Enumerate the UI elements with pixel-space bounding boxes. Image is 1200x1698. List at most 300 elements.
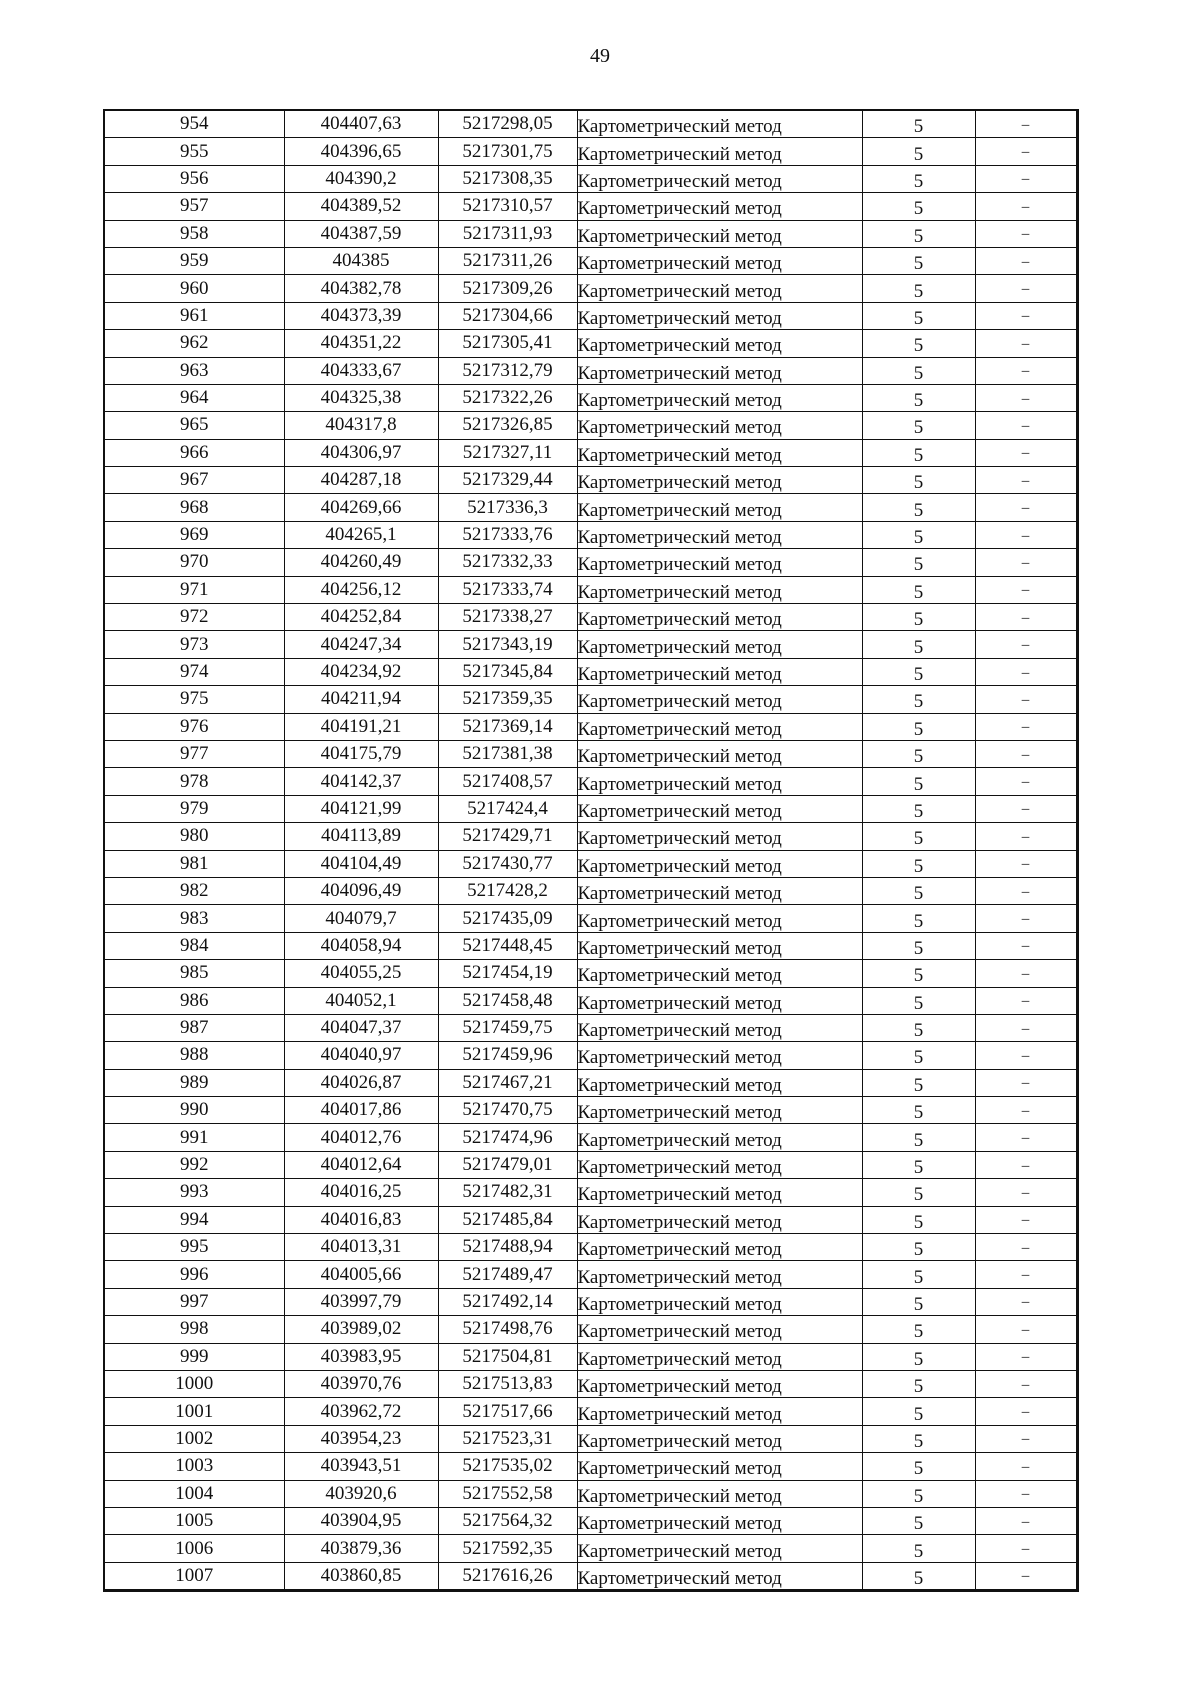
accuracy-cell-text: 5	[913, 1074, 924, 1096]
y-coordinate-cell: 5217504,81	[438, 1343, 577, 1370]
point-number-cell: 984	[104, 932, 284, 959]
accuracy-cell-text: 5	[913, 910, 924, 932]
point-number-cell: 996	[104, 1261, 284, 1288]
point-number-cell: 988	[104, 1042, 284, 1069]
x-coordinate-cell: 404012,76	[284, 1124, 438, 1151]
table-row	[104, 795, 1077, 822]
accuracy-cell	[862, 1562, 975, 1590]
accuracy-cell	[862, 1042, 975, 1069]
note-cell	[975, 850, 1077, 877]
note-cell	[975, 412, 1077, 439]
note-cell	[975, 1124, 1077, 1151]
x-coordinate-cell: 404052,1	[284, 987, 438, 1014]
method-cell	[577, 549, 862, 576]
table-row	[104, 740, 1077, 767]
method-cell-text: Картометрический метод	[577, 609, 782, 631]
method-cell-text: Картометрический метод	[577, 307, 782, 329]
note-cell-text: –	[1021, 472, 1030, 489]
note-cell	[975, 740, 1077, 767]
x-coordinate-cell: 404396,65	[284, 138, 438, 165]
accuracy-cell	[862, 412, 975, 439]
method-cell	[577, 165, 862, 192]
accuracy-cell	[862, 193, 975, 220]
note-cell	[975, 658, 1077, 685]
method-cell	[577, 1288, 862, 1315]
accuracy-cell	[862, 220, 975, 247]
method-cell-text: Картометрический метод	[577, 170, 782, 192]
note-cell-text: –	[1021, 746, 1030, 763]
method-cell-text: Картометрический метод	[577, 965, 782, 987]
accuracy-cell	[862, 658, 975, 685]
table-row	[104, 1370, 1077, 1397]
page-number: 49	[590, 45, 610, 67]
note-cell	[975, 713, 1077, 740]
method-cell	[577, 987, 862, 1014]
method-cell-text: Картометрический метод	[577, 1266, 782, 1288]
note-cell	[975, 384, 1077, 411]
accuracy-cell-text: 5	[913, 1540, 924, 1562]
x-coordinate-cell: 404013,31	[284, 1234, 438, 1261]
x-coordinate-cell: 403962,72	[284, 1398, 438, 1425]
x-coordinate-cell: 404079,7	[284, 905, 438, 932]
note-cell-text: –	[1021, 363, 1030, 380]
x-coordinate-cell: 404247,34	[284, 631, 438, 658]
method-cell	[577, 1453, 862, 1480]
y-coordinate-cell: 5217304,66	[438, 302, 577, 329]
accuracy-cell-text: 5	[913, 1047, 924, 1069]
note-cell	[975, 1480, 1077, 1507]
method-cell-text: Картометрический метод	[577, 1403, 782, 1425]
note-cell	[975, 576, 1077, 603]
method-cell	[577, 850, 862, 877]
point-number-cell: 972	[104, 604, 284, 631]
x-coordinate-cell: 403954,23	[284, 1425, 438, 1452]
accuracy-cell	[862, 987, 975, 1014]
note-cell	[975, 604, 1077, 631]
method-cell	[577, 658, 862, 685]
accuracy-cell-text: 5	[913, 800, 924, 822]
note-cell	[975, 1507, 1077, 1534]
method-cell-text: Картометрический метод	[577, 1047, 782, 1069]
accuracy-cell	[862, 932, 975, 959]
method-cell-text: Картометрический метод	[577, 1348, 782, 1370]
note-cell	[975, 1042, 1077, 1069]
method-cell-text: Картометрический метод	[577, 362, 782, 384]
x-coordinate-cell: 404104,49	[284, 850, 438, 877]
note-cell	[975, 1535, 1077, 1562]
accuracy-cell	[862, 1179, 975, 1206]
note-cell	[975, 795, 1077, 822]
x-coordinate-cell: 404389,52	[284, 193, 438, 220]
note-cell	[975, 1151, 1077, 1178]
accuracy-cell	[862, 686, 975, 713]
y-coordinate-cell: 5217488,94	[438, 1234, 577, 1261]
x-coordinate-cell: 404016,83	[284, 1206, 438, 1233]
method-cell-text: Картометрический метод	[577, 143, 782, 165]
note-cell	[975, 631, 1077, 658]
accuracy-cell-text: 5	[913, 1513, 924, 1535]
method-cell	[577, 1562, 862, 1590]
note-cell-text: –	[1021, 1486, 1030, 1503]
x-coordinate-cell: 403860,85	[284, 1562, 438, 1590]
accuracy-cell	[862, 1398, 975, 1425]
table-row	[104, 1480, 1077, 1507]
method-cell	[577, 193, 862, 220]
point-number-cell: 954	[104, 110, 284, 138]
note-cell	[975, 1343, 1077, 1370]
accuracy-cell-text: 5	[913, 581, 924, 603]
accuracy-cell	[862, 494, 975, 521]
method-cell	[577, 1480, 862, 1507]
method-cell-text: Картометрический метод	[577, 390, 782, 412]
method-cell	[577, 494, 862, 521]
method-cell	[577, 604, 862, 631]
note-cell-text: –	[1021, 1020, 1030, 1037]
method-cell-text: Картометрический метод	[577, 1485, 782, 1507]
x-coordinate-cell: 404026,87	[284, 1069, 438, 1096]
accuracy-cell	[862, 631, 975, 658]
method-cell-text: Картометрический метод	[577, 1513, 782, 1535]
note-cell-text: –	[1021, 390, 1030, 407]
method-cell-text: Картометрический метод	[577, 636, 782, 658]
y-coordinate-cell: 5217333,74	[438, 576, 577, 603]
note-cell-text: –	[1021, 445, 1030, 462]
note-cell	[975, 110, 1077, 138]
accuracy-cell	[862, 1535, 975, 1562]
accuracy-cell-text: 5	[913, 116, 924, 138]
note-cell-text: –	[1021, 1294, 1030, 1311]
note-cell-text: –	[1021, 335, 1030, 352]
accuracy-cell-text: 5	[913, 1376, 924, 1398]
method-cell	[577, 576, 862, 603]
y-coordinate-cell: 5217338,27	[438, 604, 577, 631]
y-coordinate-cell: 5217485,84	[438, 1206, 577, 1233]
table-row	[104, 1042, 1077, 1069]
accuracy-cell-text: 5	[913, 143, 924, 165]
table-row	[104, 275, 1077, 302]
table-row	[104, 165, 1077, 192]
accuracy-cell	[862, 768, 975, 795]
y-coordinate-cell: 5217408,57	[438, 768, 577, 795]
method-cell	[577, 521, 862, 548]
accuracy-cell	[862, 1097, 975, 1124]
accuracy-cell-text: 5	[913, 883, 924, 905]
note-cell	[975, 1206, 1077, 1233]
method-cell-text: Картометрический метод	[577, 472, 782, 494]
y-coordinate-cell: 5217498,76	[438, 1316, 577, 1343]
x-coordinate-cell: 404269,66	[284, 494, 438, 521]
x-coordinate-cell: 404306,97	[284, 439, 438, 466]
y-coordinate-cell: 5217424,4	[438, 795, 577, 822]
method-cell-text: Картометрический метод	[577, 1074, 782, 1096]
accuracy-cell	[862, 604, 975, 631]
accuracy-cell	[862, 1370, 975, 1397]
table-row	[104, 1151, 1077, 1178]
note-cell-text: –	[1021, 938, 1030, 955]
note-cell-text: –	[1021, 1184, 1030, 1201]
note-cell	[975, 247, 1077, 274]
method-cell-text: Картометрический метод	[577, 1567, 782, 1589]
table-row	[104, 1234, 1077, 1261]
x-coordinate-cell: 404265,1	[284, 521, 438, 548]
x-coordinate-cell: 404317,8	[284, 412, 438, 439]
accuracy-cell-text: 5	[913, 1403, 924, 1425]
note-cell	[975, 877, 1077, 904]
accuracy-cell	[862, 795, 975, 822]
note-cell-text: –	[1021, 527, 1030, 544]
note-cell-text: –	[1021, 308, 1030, 325]
method-cell	[577, 1124, 862, 1151]
method-cell-text: Картометрический метод	[577, 664, 782, 685]
point-number-cell: 1006	[104, 1535, 284, 1562]
y-coordinate-cell: 5217311,26	[438, 247, 577, 274]
note-cell-text: –	[1021, 609, 1030, 626]
note-cell	[975, 330, 1077, 357]
x-coordinate-cell: 404005,66	[284, 1261, 438, 1288]
y-coordinate-cell: 5217482,31	[438, 1179, 577, 1206]
accuracy-cell-text: 5	[913, 1020, 924, 1042]
table-row	[104, 1288, 1077, 1315]
y-coordinate-cell: 5217489,47	[438, 1261, 577, 1288]
table-row	[104, 932, 1077, 959]
note-cell-text: –	[1021, 554, 1030, 571]
x-coordinate-cell: 404055,25	[284, 960, 438, 987]
note-cell-text: –	[1021, 1157, 1030, 1174]
note-cell-text: –	[1021, 116, 1030, 133]
point-number-cell: 955	[104, 138, 284, 165]
method-cell-text: Картометрический метод	[577, 335, 782, 357]
point-number-cell: 981	[104, 850, 284, 877]
accuracy-cell	[862, 1288, 975, 1315]
method-cell-text: Картометрический метод	[577, 883, 782, 905]
accuracy-cell	[862, 467, 975, 494]
y-coordinate-cell: 5217435,09	[438, 905, 577, 932]
accuracy-cell	[862, 247, 975, 274]
note-cell	[975, 521, 1077, 548]
table-row	[104, 138, 1077, 165]
accuracy-cell-text: 5	[913, 828, 924, 850]
point-number-cell: 1001	[104, 1398, 284, 1425]
accuracy-cell	[862, 1206, 975, 1233]
method-cell	[577, 823, 862, 850]
table-row	[104, 330, 1077, 357]
accuracy-cell	[862, 905, 975, 932]
accuracy-cell-text: 5	[913, 718, 924, 740]
note-cell-text: –	[1021, 1102, 1030, 1119]
method-cell-text: Картометрический метод	[577, 225, 782, 247]
note-cell-text: –	[1021, 582, 1030, 599]
note-cell-text: –	[1021, 144, 1030, 161]
note-cell	[975, 165, 1077, 192]
note-cell-text: –	[1021, 1513, 1030, 1530]
table-row	[104, 1014, 1077, 1041]
x-coordinate-cell: 404113,89	[284, 823, 438, 850]
y-coordinate-cell: 5217535,02	[438, 1453, 577, 1480]
x-coordinate-cell: 403997,79	[284, 1288, 438, 1315]
x-coordinate-cell: 404040,97	[284, 1042, 438, 1069]
table-row	[104, 713, 1077, 740]
point-number-cell: 985	[104, 960, 284, 987]
method-cell-text: Картометрический метод	[577, 280, 782, 302]
coordinates-table-body	[104, 110, 1077, 1591]
note-cell	[975, 1425, 1077, 1452]
note-cell	[975, 1261, 1077, 1288]
note-cell	[975, 275, 1077, 302]
method-cell	[577, 247, 862, 274]
point-number-cell: 978	[104, 768, 284, 795]
y-coordinate-cell: 5217326,85	[438, 412, 577, 439]
table-row	[104, 384, 1077, 411]
method-cell-text: Картометрический метод	[577, 527, 782, 549]
note-cell	[975, 1288, 1077, 1315]
accuracy-cell	[862, 1261, 975, 1288]
method-cell	[577, 384, 862, 411]
method-cell	[577, 275, 862, 302]
table-row	[104, 987, 1077, 1014]
y-coordinate-cell: 5217564,32	[438, 1507, 577, 1534]
point-number-cell: 971	[104, 576, 284, 603]
note-cell-text: –	[1021, 1568, 1030, 1585]
accuracy-cell	[862, 823, 975, 850]
accuracy-cell	[862, 1014, 975, 1041]
x-coordinate-cell: 404373,39	[284, 302, 438, 329]
method-cell	[577, 1535, 862, 1562]
accuracy-cell	[862, 275, 975, 302]
method-cell	[577, 1507, 862, 1534]
method-cell-text: Картометрический метод	[577, 718, 782, 740]
point-number-cell: 993	[104, 1179, 284, 1206]
note-cell-text: –	[1021, 1349, 1030, 1366]
y-coordinate-cell: 5217616,26	[438, 1562, 577, 1590]
accuracy-cell	[862, 439, 975, 466]
accuracy-cell-text: 5	[913, 1157, 924, 1179]
method-cell	[577, 905, 862, 932]
note-cell	[975, 138, 1077, 165]
note-cell-text: –	[1021, 1075, 1030, 1092]
method-cell-text: Картометрический метод	[577, 855, 782, 877]
y-coordinate-cell: 5217492,14	[438, 1288, 577, 1315]
note-cell-text: –	[1021, 1239, 1030, 1256]
point-number-cell: 1000	[104, 1370, 284, 1397]
method-cell	[577, 439, 862, 466]
method-cell-text: Картометрический метод	[577, 198, 782, 220]
note-cell	[975, 439, 1077, 466]
x-coordinate-cell: 404211,94	[284, 686, 438, 713]
note-cell	[975, 193, 1077, 220]
y-coordinate-cell: 5217343,19	[438, 631, 577, 658]
x-coordinate-cell: 404387,59	[284, 220, 438, 247]
note-cell-text: –	[1021, 171, 1030, 188]
note-cell-text: –	[1021, 500, 1030, 517]
method-cell-text: Картометрический метод	[577, 444, 782, 466]
table-row	[104, 220, 1077, 247]
point-number-cell: 966	[104, 439, 284, 466]
note-cell	[975, 823, 1077, 850]
accuracy-cell	[862, 1316, 975, 1343]
y-coordinate-cell: 5217329,44	[438, 467, 577, 494]
accuracy-cell-text: 5	[913, 1129, 924, 1151]
y-coordinate-cell: 5217345,84	[438, 658, 577, 685]
accuracy-cell-text: 5	[913, 307, 924, 329]
y-coordinate-cell: 5217459,96	[438, 1042, 577, 1069]
method-cell-text: Картометрический метод	[577, 1129, 782, 1151]
note-cell-text: –	[1021, 1404, 1030, 1421]
table-row	[104, 494, 1077, 521]
method-cell	[577, 740, 862, 767]
x-coordinate-cell: 404382,78	[284, 275, 438, 302]
x-coordinate-cell: 404058,94	[284, 932, 438, 959]
accuracy-cell-text: 5	[913, 362, 924, 384]
method-cell-text: Картометрический метод	[577, 1540, 782, 1562]
point-number-cell: 959	[104, 247, 284, 274]
accuracy-cell-text: 5	[913, 992, 924, 1014]
x-coordinate-cell: 404017,86	[284, 1097, 438, 1124]
table-row	[104, 686, 1077, 713]
accuracy-cell	[862, 960, 975, 987]
y-coordinate-cell: 5217309,26	[438, 275, 577, 302]
accuracy-cell	[862, 1069, 975, 1096]
point-number-cell: 975	[104, 686, 284, 713]
note-cell-text: –	[1021, 1212, 1030, 1229]
point-number-cell: 995	[104, 1234, 284, 1261]
method-cell-text: Картометрический метод	[577, 253, 782, 275]
point-number-cell: 983	[104, 905, 284, 932]
y-coordinate-cell: 5217474,96	[438, 1124, 577, 1151]
y-coordinate-cell: 5217322,26	[438, 384, 577, 411]
table-row	[104, 1398, 1077, 1425]
point-number-cell: 1005	[104, 1507, 284, 1534]
method-cell-text: Картометрический метод	[577, 937, 782, 959]
method-cell-text: Картометрический метод	[577, 746, 782, 768]
point-number-cell: 970	[104, 549, 284, 576]
note-cell	[975, 494, 1077, 521]
x-coordinate-cell: 404252,84	[284, 604, 438, 631]
method-cell	[577, 110, 862, 138]
x-coordinate-cell: 404234,92	[284, 658, 438, 685]
note-cell-text: –	[1021, 883, 1030, 900]
point-number-cell: 965	[104, 412, 284, 439]
y-coordinate-cell: 5217308,35	[438, 165, 577, 192]
point-number-cell: 964	[104, 384, 284, 411]
point-number-cell: 1002	[104, 1425, 284, 1452]
note-cell	[975, 1097, 1077, 1124]
note-cell-text: –	[1021, 965, 1030, 982]
accuracy-cell	[862, 302, 975, 329]
note-cell	[975, 932, 1077, 959]
accuracy-cell	[862, 1453, 975, 1480]
y-coordinate-cell: 5217381,38	[438, 740, 577, 767]
table-row	[104, 1507, 1077, 1534]
table-row	[104, 439, 1077, 466]
y-coordinate-cell: 5217298,05	[438, 110, 577, 138]
note-cell	[975, 467, 1077, 494]
table-row	[104, 1425, 1077, 1452]
x-coordinate-cell: 403989,02	[284, 1316, 438, 1343]
method-cell	[577, 1370, 862, 1397]
note-cell-text: –	[1021, 1541, 1030, 1557]
accuracy-cell-text: 5	[913, 444, 924, 466]
x-coordinate-cell: 403904,95	[284, 1507, 438, 1534]
note-cell-text: –	[1021, 417, 1030, 434]
method-cell-text: Картометрический метод	[577, 1293, 782, 1315]
y-coordinate-cell: 5217301,75	[438, 138, 577, 165]
method-cell-text: Картометрический метод	[577, 800, 782, 822]
note-cell	[975, 1014, 1077, 1041]
method-cell	[577, 1179, 862, 1206]
accuracy-cell-text: 5	[913, 773, 924, 795]
point-number-cell: 974	[104, 658, 284, 685]
method-cell-text: Картометрический метод	[577, 554, 782, 576]
